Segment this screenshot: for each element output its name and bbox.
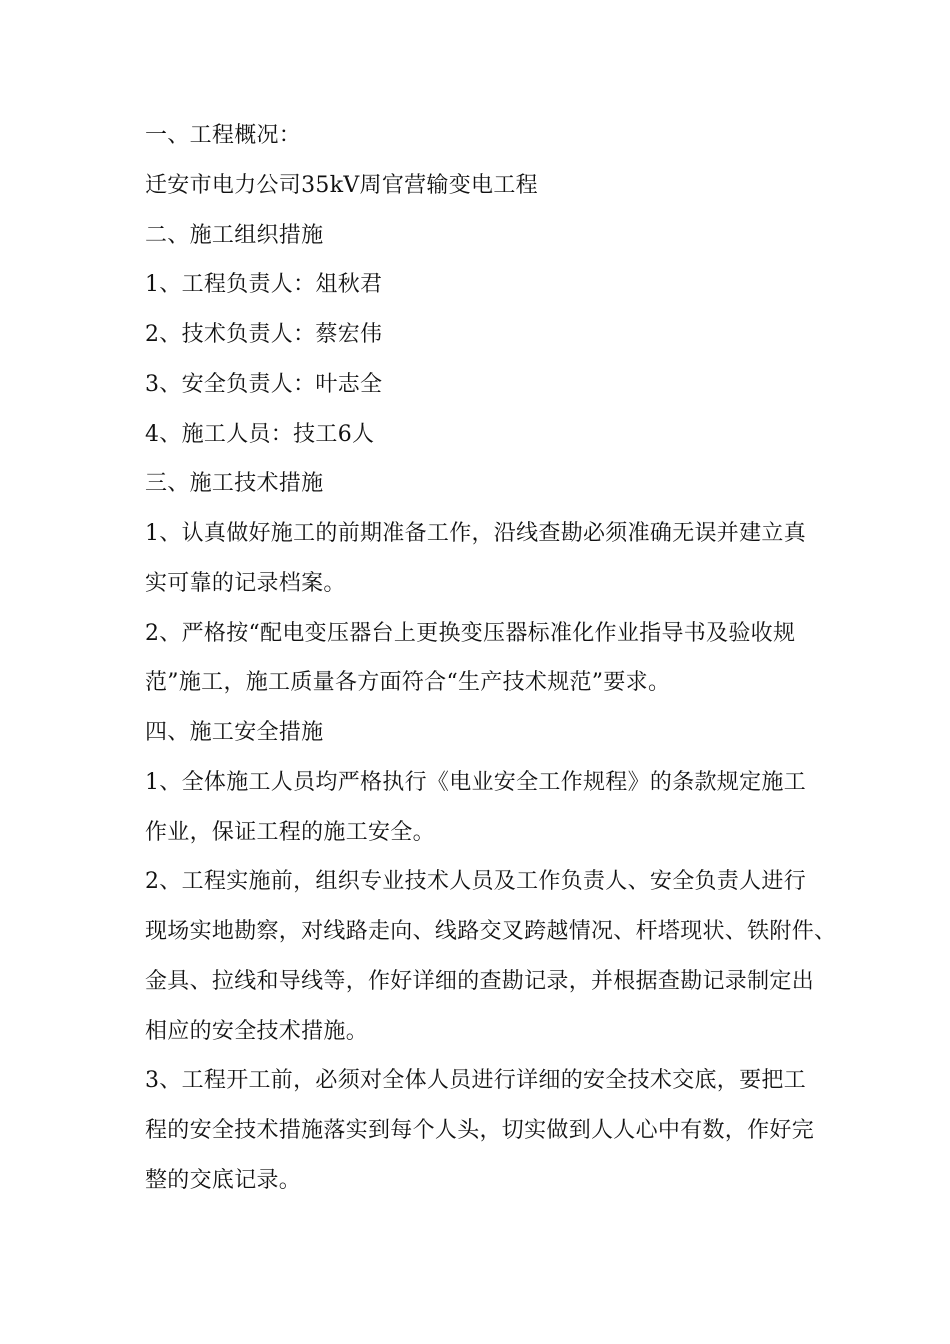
safety-item-2-line-1: 2、工程实施前，组织专业技术人员及工作负责人、安全负责人进行	[145, 869, 806, 894]
safety-item-3-line-2: 程的安全技术措施落实到每个人头，切实做到人人心中有数，作好完	[145, 1118, 815, 1143]
safety-item-2-line-4: 相应的安全技术措施。	[145, 1019, 369, 1044]
heading-safety-measures: 四、施工安全措施	[145, 720, 324, 745]
safety-item-1-line-1: 1、全体施工人员均严格执行《电业安全工作规程》的条款规定施工	[145, 770, 806, 795]
technical-item-2-line-1: 2、严格按“配电变压器台上更换变压器标准化作业指导书及验收规	[145, 621, 796, 646]
project-name: 迁安市电力公司35kV周官营输变电工程	[145, 173, 538, 198]
project-leader: 1、工程负责人：俎秋君	[145, 272, 383, 297]
technical-item-1-line-2: 实可靠的记录档案。	[145, 571, 346, 596]
construction-staff: 4、施工人员：技工6人	[145, 422, 375, 447]
safety-item-2-line-2: 现场实地勘察，对线路走向、线路交叉跨越情况、杆塔现状、铁附件、	[145, 919, 837, 944]
technical-item-2-line-2: 范”施工，施工质量各方面符合“生产技术规范”要求。	[145, 670, 671, 695]
technical-item-1-line-1: 1、认真做好施工的前期准备工作，沿线查勘必须准确无误并建立真	[145, 521, 806, 546]
safety-leader: 3、安全负责人：叶志全	[145, 372, 383, 397]
safety-item-3-line-3: 整的交底记录。	[145, 1168, 302, 1193]
heading-technical-measures: 三、施工技术措施	[145, 471, 324, 496]
safety-item-2-line-3: 金具、拉线和导线等，作好详细的查勘记录，并根据查勘记录制定出	[145, 969, 815, 994]
heading-project-overview: 一、工程概况：	[145, 123, 302, 148]
heading-organization-measures: 二、施工组织措施	[145, 223, 324, 248]
technical-leader: 2、技术负责人：蔡宏伟	[145, 322, 383, 347]
safety-item-3-line-1: 3、工程开工前，必须对全体人员进行详细的安全技术交底，要把工	[145, 1068, 806, 1093]
safety-item-1-line-2: 作业，保证工程的施工安全。	[145, 820, 435, 845]
